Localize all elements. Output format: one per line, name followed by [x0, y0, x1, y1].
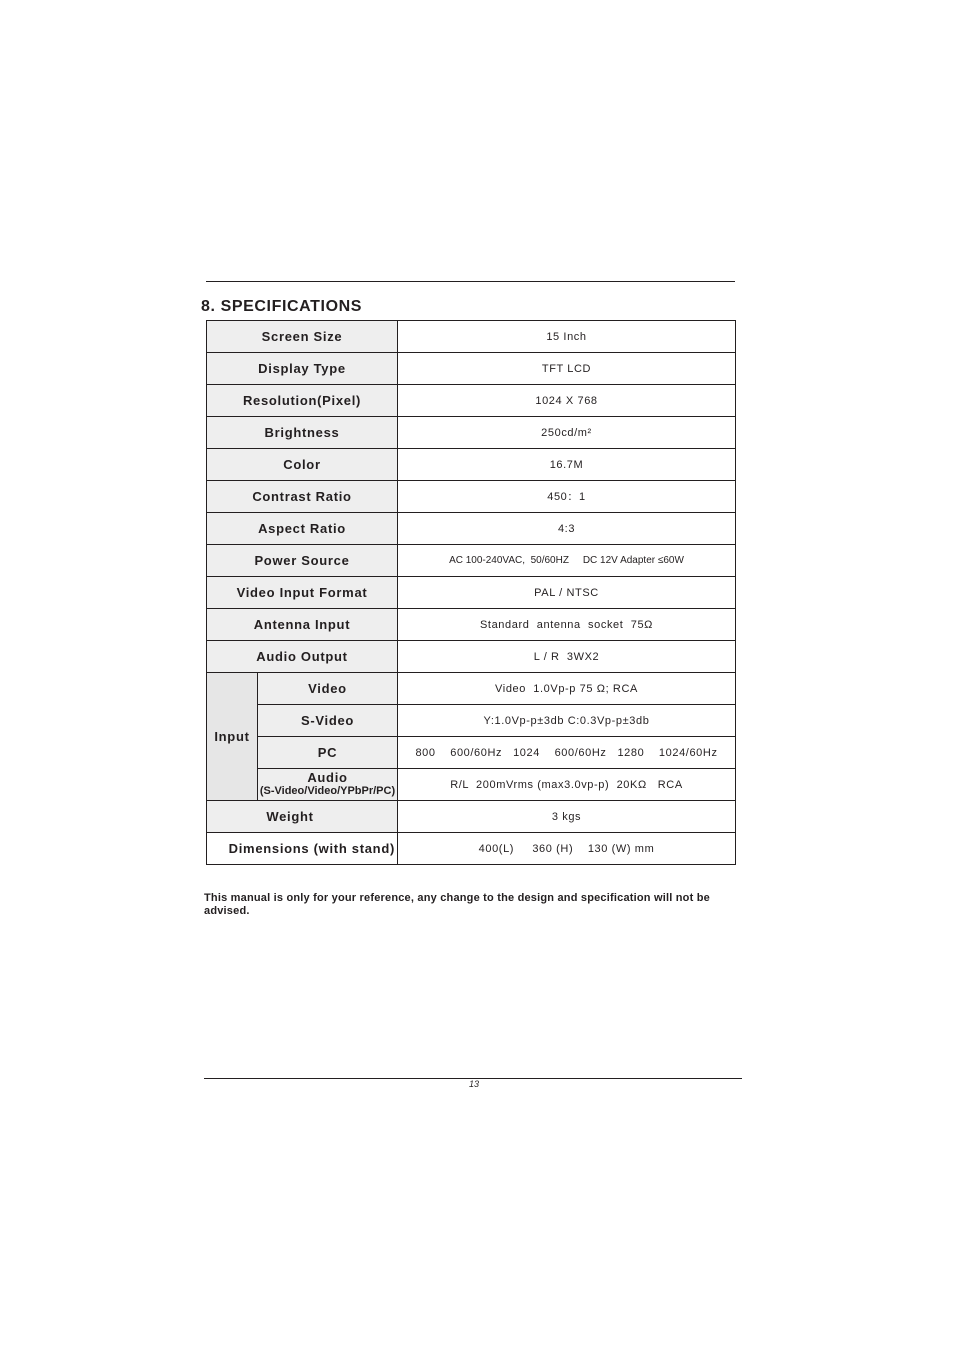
spec-value: 1024 X 768	[398, 385, 736, 417]
spec-row-color	[207, 449, 736, 481]
spec-value: AC 100-240VAC, 50/60HZ DC 12V Adapter ≤60W	[398, 545, 736, 577]
spec-label: Screen Size	[207, 321, 398, 353]
spec-value: 16.7M	[398, 449, 736, 481]
spec-label-audio	[258, 769, 398, 801]
spec-value: 250cd/m²	[398, 417, 736, 449]
spec-row-audio-output	[207, 641, 736, 673]
spec-row-brightness	[207, 417, 736, 449]
spec-value: 400(L) 360 (H) 130 (W) mm	[398, 833, 736, 865]
spec-value: L / R 3WX2	[398, 641, 736, 673]
spec-row-input-video	[207, 673, 736, 705]
spec-label: Antenna Input	[207, 609, 398, 641]
top-divider	[206, 281, 735, 282]
specifications-table	[206, 320, 736, 865]
spec-value: 15 Inch	[398, 321, 736, 353]
spec-value: R/L 200mVrms (max3.0vp-p) 20KΩ RCA	[398, 769, 736, 801]
spec-label: Audio	[307, 770, 348, 785]
spec-label: Aspect Ratio	[207, 513, 398, 545]
spec-value: TFT LCD	[398, 353, 736, 385]
spec-row-dimensions	[207, 833, 736, 865]
spec-label: S-Video	[258, 705, 398, 737]
section-title: 8. SPECIFICATIONS	[201, 298, 363, 315]
spec-row-video-input-format	[207, 577, 736, 609]
spec-row-contrast-ratio	[207, 481, 736, 513]
spec-row-display-type	[207, 353, 736, 385]
spec-label: Weight	[207, 801, 398, 833]
spec-row-screen-size	[207, 321, 736, 353]
spec-label: Brightness	[207, 417, 398, 449]
spec-label: PC	[258, 737, 398, 769]
spec-value: Y:1.0Vp-p±3db C:0.3Vp-p±3db	[398, 705, 736, 737]
input-group-label: Input	[207, 673, 258, 801]
spec-value: 4:3	[398, 513, 736, 545]
spec-row-aspect-ratio	[207, 513, 736, 545]
spec-label: Resolution(Pixel)	[207, 385, 398, 417]
audio-source-note: (S-Video/Video/YPbPr/PC)	[259, 785, 396, 797]
spec-label: Audio Output	[207, 641, 398, 673]
spec-label: Video	[258, 673, 398, 705]
spec-row-weight	[207, 801, 736, 833]
spec-value: PAL / NTSC	[398, 577, 736, 609]
spec-value: 800 600/60Hz 1024 600/60Hz 1280 1024/60Hz	[398, 737, 736, 769]
spec-row-input-s-video	[207, 705, 736, 737]
spec-label: Dimensions (with stand)	[207, 833, 398, 865]
spec-value: 3 kgs	[398, 801, 736, 833]
spec-row-antenna-input	[207, 609, 736, 641]
spec-row-input-audio	[207, 769, 736, 801]
spec-value: Standard antenna socket 75Ω	[398, 609, 736, 641]
spec-label: Display Type	[207, 353, 398, 385]
page-number: 13	[468, 1079, 479, 1089]
spec-row-input-pc	[207, 737, 736, 769]
spec-label: Contrast Ratio	[207, 481, 398, 513]
disclaimer-text: This manual is only for your reference, any change to the design and specification will not be advised.	[204, 892, 710, 917]
spec-value: Video 1.0Vp-p 75 Ω; RCA	[398, 673, 736, 705]
spec-value: 450：1	[398, 481, 736, 513]
spec-row-resolution	[207, 385, 736, 417]
spec-label: Video Input Format	[207, 577, 398, 609]
spec-row-power-source	[207, 545, 736, 577]
spec-label: Color	[207, 449, 398, 481]
spec-label: Power Source	[207, 545, 398, 577]
